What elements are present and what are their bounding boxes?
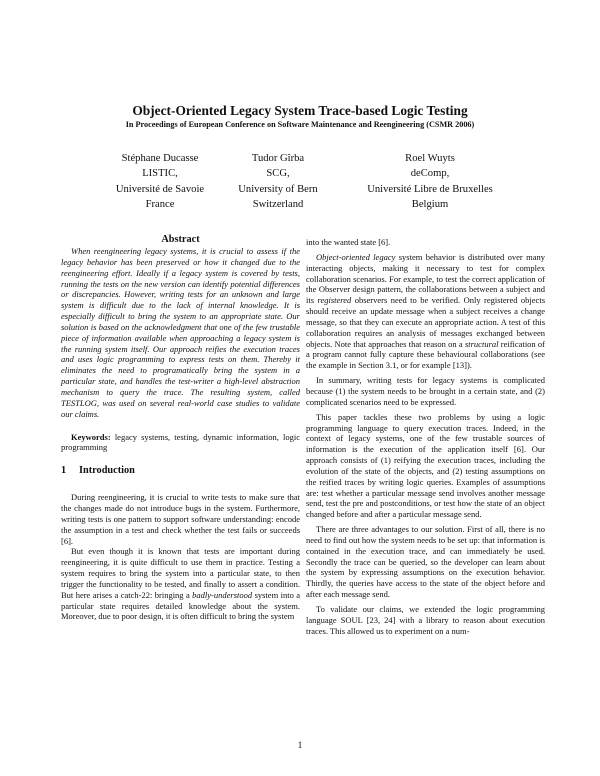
left-column [61, 234, 300, 622]
keywords [61, 432, 300, 454]
page-number: 1 [297, 741, 303, 751]
paragraph: Object-oriented legacy system behavior is distributed over many interacting objects, making it necessary to test for complex collaboration scenarios. For example, to test the correct application of the Observer design pattern, the collaborations between a subject and its registered observers need to be verified. Only registered objects should receive an update message when a subject receives a change message, so that they can execute an appropriate action. A test of this collaboration requires an analysis of messages exchanged between objects. Note that approaches that reason on a structural reification of a program cannot fully capture these behavioural collaborations (see the example in Section 3.1, or for example [13]). [306, 251, 546, 371]
author-country: Switzerland [252, 198, 304, 210]
author-affiliation: LISTIC, [142, 168, 178, 180]
paragraph: In summary, writing tests for legacy systems is complicated because (1) the system needs to be brought in a certain state, and (2) complicated scenarios need to be expressed. [306, 375, 545, 407]
author-block-1 [90, 151, 230, 212]
section-number: 1 [61, 465, 67, 477]
emphasis: badly-understood [192, 589, 253, 600]
paper-subtitle: In Proceedings of European Conference on Software Maintenance and Reengineering (CSMR 2006) [125, 120, 475, 129]
author-block-2 [218, 151, 338, 212]
emphasis: registered [317, 295, 352, 306]
emphasis: structural [464, 338, 499, 349]
paragraph: But even though it is known that tests are important during reengineering, it is quite difficult to use them in practice. Testing a system requires to bring the system into a particular state, to then trigger the functionality to be tested, and finally to assert a condition. But here arises a catch-22: bringing a badly-understood system into a particular state requires detailed knowledge about the system. Moreover, due to poor design, it is often difficult to bring the system [61, 546, 301, 622]
author-name: Tudor Gîrba [251, 153, 305, 164]
abstract-text: When reengineering legacy systems, it is crucial to assess if the legacy behavior has been preserved or how it changed due to the reengineering effort. Ideally if a legacy system is covered by tests, running the tests on the new version can identify potential differences or discrepancies. However, writing tests for an unknown and large system is difficult due to the lack of internal knowledge. It is especially difficult to bring the system to an appropriate state. Our solution is based on the acknowledgment that one of the few trustable piece of information available when approaching a legacy system is the running system itself. Our approach reifies the execution traces and uses logic programming to express tests on them. Thereby it eliminates the need to programatically bring the system in a particular state, and handles the test-writer a high-level abstraction mechanism to query the trace. The resulting system, called TESTLOG, was used on several real-world case studies to validate our claims. [61, 246, 300, 419]
soul-name: SOUL [340, 614, 363, 625]
right-column [306, 237, 545, 637]
section-heading [61, 464, 300, 477]
author-institution: Université de Savoie [115, 183, 205, 195]
keywords-label: Keywords: [71, 431, 111, 442]
author-affiliation: deComp, [410, 168, 450, 180]
author-institution: Université Libre de Bruxelles [367, 183, 493, 195]
paragraph: During reengineering, it is crucial to write tests to make sure that the changes made do not introduce bugs in the system. Furthermore, writing tests is one pattern to support software understanding: encode the assumption in a test and check whether the test fails or succeeds [6]. [61, 492, 300, 546]
paragraph: This paper tackles these two problems by using a logic programming language to query execution traces. Indeed, in the context of legacy systems, one of the few trustable sources of information is the execution of the application itself [6]. Our approach consists of (1) reifying the execution traces, including the evolution of the state of the objects, and (2) testing assumptions on the reified traces by writing logic queries. Examples of assumptions are: test whether a particular message send involves another message send, test the pre and postconditions, or test how the state of an object changed before and after a particular message send. [306, 411, 545, 520]
abstract-heading: Abstract [161, 234, 200, 245]
author-institution: University of Bern [238, 183, 318, 195]
paper-title: Object-Oriented Legacy System Trace-based Logic Testing [132, 103, 468, 118]
paragraph: To validate our claims, we extended the logic programming language SOUL [23, 24] with a library to reason about execution traces. This allowed us to experiment on a num- [306, 604, 545, 636]
author-affiliation: SCG, [266, 168, 290, 180]
paragraph-continuation: into the wanted state [6]. [306, 237, 391, 247]
section-title: Introduction [79, 465, 135, 477]
paragraph: There are three advantages to our solution. First of all, there is no need to find out how the system needs to be set up: that information is contained in the execution trace, and can immediately be used. Secondly the trace can be queried, so the developer can learn about the system by expressing assumptions on the execution behavior. Thirdly, the queries have access to the state of the object before and after each message send. [306, 524, 545, 600]
author-name: Roel Wuyts [405, 153, 455, 164]
emphasis: Object-oriented legacy [316, 251, 396, 262]
keywords-text: legacy systems, testing, dynamic information, logic programming [61, 431, 300, 453]
author-name: Stéphane Ducasse [121, 153, 199, 164]
author-country: Belgium [411, 198, 449, 210]
author-block-3 [340, 151, 520, 212]
author-country: France [145, 198, 175, 210]
